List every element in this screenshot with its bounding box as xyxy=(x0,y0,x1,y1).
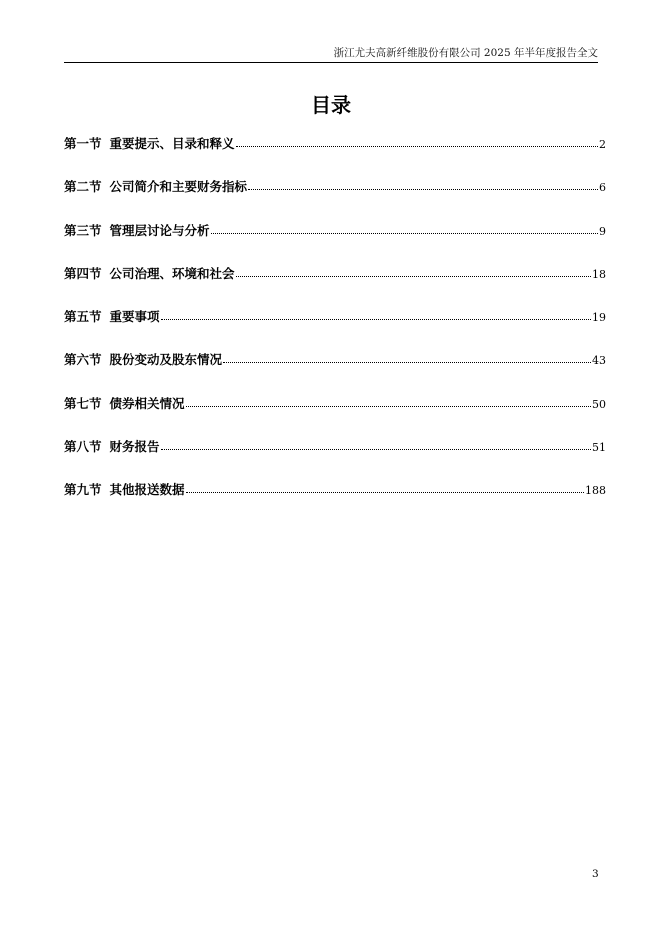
toc-section-title: 股份变动及股东情况 xyxy=(109,352,223,368)
toc-section-title: 公司简介和主要财务指标 xyxy=(109,179,248,195)
toc-entry[interactable] xyxy=(64,220,606,263)
toc-entry[interactable] xyxy=(64,306,606,349)
toc-page-number: 19 xyxy=(592,311,606,325)
toc-entry[interactable] xyxy=(64,349,606,392)
toc-section-number: 第五节 xyxy=(64,309,102,325)
toc-section-number: 第七节 xyxy=(64,395,102,411)
toc-section-number: 第三节 xyxy=(64,222,102,238)
toc-leader-dots xyxy=(211,220,598,234)
toc-leader-dots xyxy=(186,479,584,493)
toc-section-number: 第二节 xyxy=(64,179,102,195)
toc-section-title: 其他报送数据 xyxy=(109,482,185,498)
toc-entry[interactable] xyxy=(64,133,606,176)
toc-leader-dots xyxy=(236,133,598,147)
toc-page-number: 6 xyxy=(599,181,606,195)
header-text: 浙江尤夫高新纤维股份有限公司 2025 年半年度报告全文 xyxy=(333,47,598,59)
toc-entry[interactable] xyxy=(64,263,606,306)
toc-entry[interactable] xyxy=(64,479,606,522)
toc-section-number: 第一节 xyxy=(64,136,102,151)
page-header xyxy=(64,44,598,63)
page-title: 目录 xyxy=(311,93,351,117)
toc-leader-dots xyxy=(161,436,591,450)
toc-leader-dots xyxy=(236,263,591,277)
table-of-contents xyxy=(64,133,606,523)
toc-section-number: 第四节 xyxy=(64,265,102,281)
toc-page-number: 43 xyxy=(592,354,606,368)
toc-section-title: 债券相关情况 xyxy=(109,395,185,411)
toc-leader-dots xyxy=(223,349,591,363)
toc-page-number: 51 xyxy=(592,441,606,455)
toc-page-number: 188 xyxy=(585,484,606,498)
toc-section-number: 第八节 xyxy=(64,439,102,455)
toc-section-title: 公司治理、环境和社会 xyxy=(109,265,235,281)
toc-section-title: 财务报告 xyxy=(109,439,160,455)
toc-page-number: 50 xyxy=(592,397,606,411)
toc-section-number: 第六节 xyxy=(64,352,102,368)
toc-section-number: 第九节 xyxy=(64,482,102,498)
footer-page-number: 3 xyxy=(592,868,599,880)
toc-section-title: 重要提示、目录和释义 xyxy=(109,136,235,151)
toc-section-title: 管理层讨论与分析 xyxy=(109,222,210,238)
toc-page-number: 9 xyxy=(599,224,606,238)
toc-leader-dots xyxy=(248,176,598,190)
toc-page-number: 18 xyxy=(592,267,606,281)
toc-section-title: 重要事项 xyxy=(109,309,160,325)
toc-page-number: 2 xyxy=(599,138,606,151)
toc-entry[interactable] xyxy=(64,436,606,479)
toc-entry[interactable] xyxy=(64,393,606,436)
toc-leader-dots xyxy=(161,306,591,320)
toc-entry[interactable] xyxy=(64,176,606,219)
toc-leader-dots xyxy=(186,393,591,407)
